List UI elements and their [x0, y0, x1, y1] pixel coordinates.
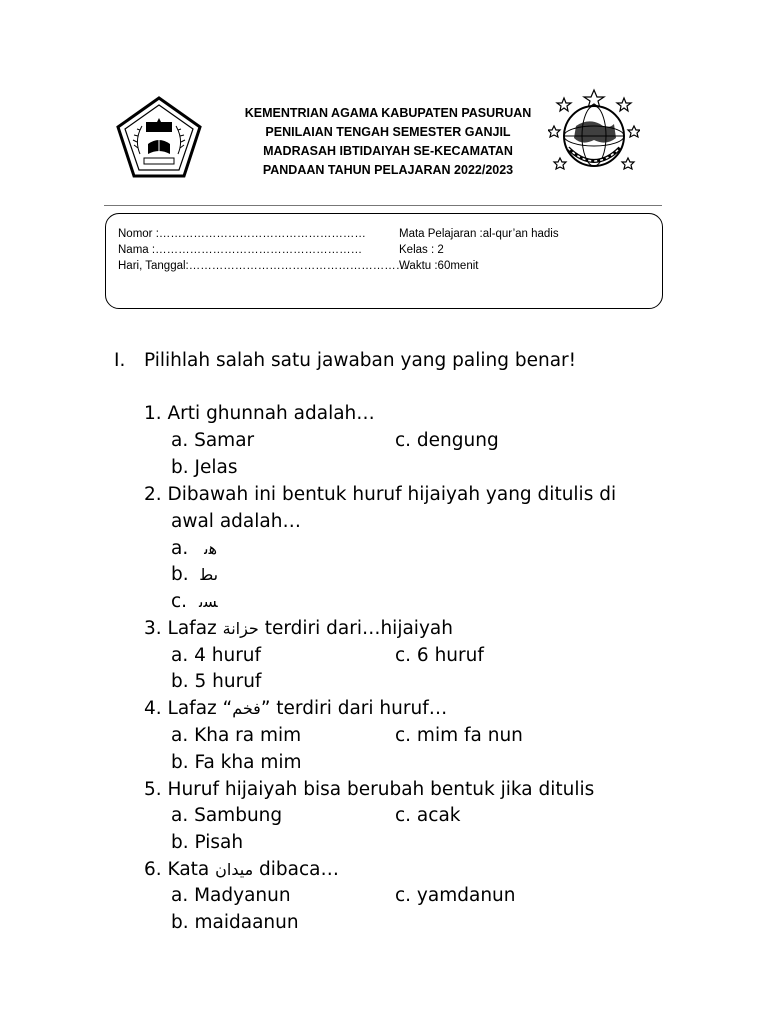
waktu: Waktu :60menit — [399, 260, 479, 272]
nama-field[interactable]: Nama :……………………………………………… — [118, 244, 363, 256]
question-3-option-c[interactable]: c. 6 huruf — [395, 645, 484, 666]
question-6-option-b[interactable]: b. maidaanun — [171, 912, 299, 933]
mata-pelajaran: Mata Pelajaran :al-qur’an hadis — [399, 228, 559, 240]
question-5-option-c[interactable]: c. acak — [395, 805, 461, 826]
question-1-stem: 1. Arti ghunnah adalah… — [144, 403, 375, 424]
header-line: PANDAAN TAHUN PELAJARAN 2022/2023 — [262, 163, 514, 177]
arabic-letter: ﯨﻄ — [200, 565, 219, 584]
arabic-letter: ﮬﯨ — [204, 539, 217, 558]
arabic-word: حزانة — [222, 619, 259, 638]
stem-text: 6. Kata — [144, 859, 216, 880]
question-2-stem: 2. Dibawah ini bentuk huruf hijaiyah yang ditulis di — [144, 484, 617, 505]
section-instruction: Pilihlah salah satu jawaban yang paling benar! — [144, 350, 577, 371]
question-4-stem — [144, 696, 447, 722]
arabic-word: فخم — [232, 699, 261, 718]
question-1-option-c[interactable]: c. dengung — [395, 430, 499, 451]
section-number: I. — [114, 350, 126, 371]
question-2-stem-cont: awal adalah… — [171, 511, 301, 532]
kelas: Kelas : 2 — [399, 244, 444, 256]
question-5-stem: 5. Huruf hijaiyah bisa berubah bentuk jika ditulis — [144, 779, 595, 800]
option-label: a. — [171, 538, 189, 559]
question-4-option-b[interactable]: b. Fa kha mim — [171, 752, 302, 773]
question-4-option-c[interactable]: c. mim fa nun — [395, 725, 523, 746]
question-6-option-a[interactable]: a. Madyanun — [171, 885, 291, 906]
arabic-word: ميدان — [215, 860, 254, 879]
stem-text: 4. Lafaz “ — [144, 698, 233, 719]
header-line: PENILAIAN TENGAH SEMESTER GANJIL — [265, 125, 511, 139]
hari-tanggal-field[interactable]: Hari, Tanggal:………………………………………………… — [118, 260, 408, 272]
header-divider — [104, 205, 662, 206]
stem-text: dibaca… — [253, 859, 340, 880]
header-block — [188, 104, 588, 180]
option-label: b. — [171, 564, 189, 585]
header-line: KEMENTRIAN AGAMA KABUPATEN PASURUAN — [244, 106, 532, 120]
header-line: MADRASAH IBTIDAIYAH SE-KECAMATAN — [263, 144, 513, 158]
question-1-option-b[interactable]: b. Jelas — [171, 457, 238, 478]
question-2-option-a[interactable] — [171, 536, 217, 562]
option-label: c. — [171, 591, 188, 612]
question-6-option-c[interactable]: c. yamdanun — [395, 885, 516, 906]
question-2-option-c[interactable] — [171, 589, 218, 615]
question-5-option-b[interactable]: b. Pisah — [171, 832, 244, 853]
stem-text: terdiri dari…hijaiyah — [258, 618, 453, 639]
question-1-option-a[interactable]: a. Samar — [171, 430, 255, 451]
question-5-option-a[interactable]: a. Sambung — [171, 805, 283, 826]
stem-text: ” terdiri dari huruf… — [260, 698, 448, 719]
question-3-option-a[interactable]: a. 4 huruf — [171, 645, 262, 666]
question-6-stem — [144, 857, 339, 883]
question-3-stem — [144, 616, 453, 642]
question-2-option-b[interactable] — [171, 562, 218, 588]
nomor-field[interactable]: Nomor :……………………………………………… — [118, 228, 366, 240]
arabic-letter: ﺴﯨ — [198, 592, 218, 611]
question-4-option-a[interactable]: a. Kha ra mim — [171, 725, 302, 746]
stem-text: 3. Lafaz — [144, 618, 223, 639]
question-3-option-b[interactable]: b. 5 huruf — [171, 671, 262, 692]
